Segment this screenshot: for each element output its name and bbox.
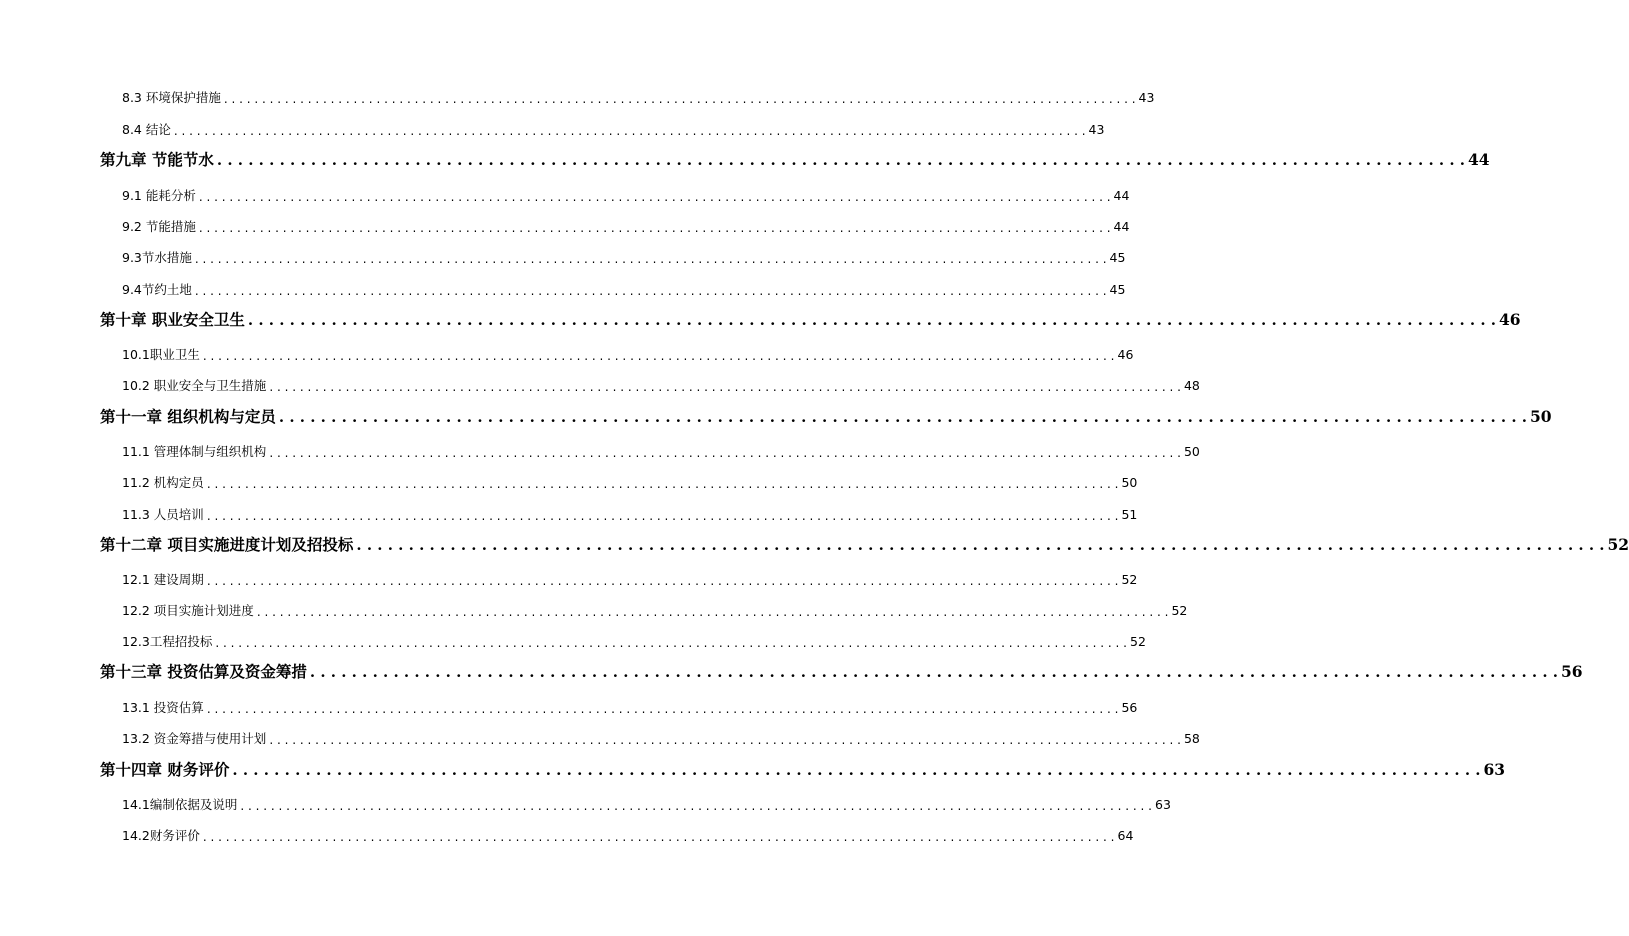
- toc-section-entry[interactable]: [122, 219, 1130, 235]
- toc-entry-title: 第十一章 组织机构与定员: [100, 407, 276, 426]
- toc-section-entry[interactable]: [122, 250, 1126, 266]
- toc-page-number: 51: [1121, 507, 1138, 522]
- toc-section-entry[interactable]: [122, 731, 1200, 747]
- toc-page-number: 52: [1607, 535, 1629, 554]
- toc-section-entry[interactable]: [122, 828, 1134, 844]
- toc-dot-leader: . . . . . . . . . . . . . . . . . . . . . . . . . . . . . . . . . . . . . . . . . . . . . . . . . . . . . . . . . . . . . . . . . . . . . . . . . . . . . . . . . . . . . . . . . . . . . . . . . . . . . . . . . . . . . . . . . . . . . . . .: [240, 798, 1152, 813]
- toc-entry-title: 11.2 机构定员: [122, 475, 204, 490]
- toc-dot-leader: . . . . . . . . . . . . . . . . . . . . . . . . . . . . . . . . . . . . . . . . . . . . . . . . . . . . . . . . . . . . . . . . . . . . . . . . . . . . . . . . . . . . . . . . . . . . . . . . . . . . . . . . . . . . . . . . . . . . . . . .: [194, 283, 1107, 298]
- toc-entry-title: 第十章 职业安全卫生: [100, 310, 245, 329]
- toc-page-number: 44: [1113, 219, 1130, 234]
- toc-entry-title: 第十二章 项目实施进度计划及招投标: [100, 535, 354, 554]
- toc-section-entry[interactable]: [122, 603, 1188, 619]
- toc-entry-title: 11.1 管理体制与组织机构: [122, 444, 267, 459]
- toc-entry-title: 9.2 节能措施: [122, 219, 196, 234]
- toc-section-entry[interactable]: [122, 122, 1105, 138]
- toc-entry-title: 11.3 人员培训: [122, 507, 204, 522]
- toc-section-entry[interactable]: [122, 347, 1134, 363]
- toc-dot-leader: . . . . . . . . . . . . . . . . . . . . . . . . . . . . . . . . . . . . . . . . . . . . . . . . . . . . . . . . . . . . . . . . . . . . . . . . . . . . . . . . . . . . . . . . . . . . . . . . . . . . . . . . . . . . . . . . . . . . . . . .: [356, 535, 1605, 554]
- toc-entry-title: 第十三章 投资估算及资金筹措: [100, 662, 307, 681]
- toc-page-number: 64: [1117, 828, 1134, 843]
- toc-dot-leader: . . . . . . . . . . . . . . . . . . . . . . . . . . . . . . . . . . . . . . . . . . . . . . . . . . . . . . . . . . . . . . . . . . . . . . . . . . . . . . . . . . . . . . . . . . . . . . . . . . . . . . . . . . . . . . . . . . . . . . . .: [215, 635, 1127, 650]
- toc-chapter-entry[interactable]: [100, 407, 1552, 426]
- toc-dot-leader: . . . . . . . . . . . . . . . . . . . . . . . . . . . . . . . . . . . . . . . . . . . . . . . . . . . . . . . . . . . . . . . . . . . . . . . . . . . . . . . . . . . . . . . . . . . . . . . . . . . . . . . . . . . . . . . . . . . . . . . .: [198, 189, 1111, 204]
- toc-page-number: 45: [1109, 282, 1126, 297]
- toc-section-entry[interactable]: [122, 507, 1138, 523]
- toc-page-number: 46: [1117, 347, 1134, 362]
- toc-dot-leader: . . . . . . . . . . . . . . . . . . . . . . . . . . . . . . . . . . . . . . . . . . . . . . . . . . . . . . . . . . . . . . . . . . . . . . . . . . . . . . . . . . . . . . . . . . . . . . . . . . . . . . . . . . . . . . . . . . . . . . . .: [202, 348, 1115, 363]
- toc-section-entry[interactable]: [122, 475, 1138, 491]
- toc-entry-title: 14.2财务评价: [122, 828, 200, 843]
- toc-entry-title: 9.3节水措施: [122, 250, 192, 265]
- toc-section-entry[interactable]: [122, 634, 1146, 650]
- toc-chapter-entry[interactable]: [100, 760, 1506, 779]
- toc-dot-leader: . . . . . . . . . . . . . . . . . . . . . . . . . . . . . . . . . . . . . . . . . . . . . . . . . . . . . . . . . . . . . . . . . . . . . . . . . . . . . . . . . . . . . . . . . . . . . . . . . . . . . . . . . . . . . . . . . . . . . . . .: [216, 150, 1466, 169]
- toc-entry-title: 9.4节约土地: [122, 282, 192, 297]
- toc-chapter-entry[interactable]: [100, 535, 1629, 554]
- toc-dot-leader: . . . . . . . . . . . . . . . . . . . . . . . . . . . . . . . . . . . . . . . . . . . . . . . . . . . . . . . . . . . . . . . . . . . . . . . . . . . . . . . . . . . . . . . . . . . . . . . . . . . . . . . . . . . . . . . . . . . . . . . .: [269, 732, 1181, 747]
- toc-section-entry[interactable]: [122, 797, 1171, 813]
- toc-page-number: 50: [1530, 407, 1552, 426]
- toc-chapter-entry[interactable]: [100, 662, 1583, 681]
- toc-dot-leader: . . . . . . . . . . . . . . . . . . . . . . . . . . . . . . . . . . . . . . . . . . . . . . . . . . . . . . . . . . . . . . . . . . . . . . . . . . . . . . . . . . . . . . . . . . . . . . . . . . . . . . . . . . . . . . . . . . . . . . . .: [206, 508, 1119, 523]
- toc-dot-leader: . . . . . . . . . . . . . . . . . . . . . . . . . . . . . . . . . . . . . . . . . . . . . . . . . . . . . . . . . . . . . . . . . . . . . . . . . . . . . . . . . . . . . . . . . . . . . . . . . . . . . . . . . . . . . . . . . . . . . . . .: [198, 220, 1111, 235]
- toc-chapter-entry[interactable]: [100, 310, 1521, 329]
- toc-dot-leader: . . . . . . . . . . . . . . . . . . . . . . . . . . . . . . . . . . . . . . . . . . . . . . . . . . . . . . . . . . . . . . . . . . . . . . . . . . . . . . . . . . . . . . . . . . . . . . . . . . . . . . . . . . . . . . . . . . . . . . . .: [256, 604, 1169, 619]
- toc-entry-title: 12.3工程招投标: [122, 634, 213, 649]
- toc-section-entry[interactable]: [122, 700, 1138, 716]
- toc-section-entry[interactable]: [122, 378, 1200, 394]
- toc-entry-title: 14.1编制依据及说明: [122, 797, 238, 812]
- toc-section-entry[interactable]: [122, 572, 1138, 588]
- toc-entry-title: 8.3 环境保护措施: [122, 90, 221, 105]
- toc-page-number: 63: [1155, 797, 1171, 812]
- toc-dot-leader: . . . . . . . . . . . . . . . . . . . . . . . . . . . . . . . . . . . . . . . . . . . . . . . . . . . . . . . . . . . . . . . . . . . . . . . . . . . . . . . . . . . . . . . . . . . . . . . . . . . . . . . . . . . . . . . . . . . . . . . .: [194, 251, 1107, 266]
- toc-page-number: 52: [1130, 634, 1146, 649]
- toc-page-number: 50: [1121, 475, 1138, 490]
- toc-dot-leader: . . . . . . . . . . . . . . . . . . . . . . . . . . . . . . . . . . . . . . . . . . . . . . . . . . . . . . . . . . . . . . . . . . . . . . . . . . . . . . . . . . . . . . . . . . . . . . . . . . . . . . . . . . . . . . . . . . . . . . . .: [223, 91, 1136, 106]
- toc-dot-leader: . . . . . . . . . . . . . . . . . . . . . . . . . . . . . . . . . . . . . . . . . . . . . . . . . . . . . . . . . . . . . . . . . . . . . . . . . . . . . . . . . . . . . . . . . . . . . . . . . . . . . . . . . . . . . . . . . . . . . . . .: [278, 407, 1528, 426]
- toc-chapter-entry[interactable]: [100, 150, 1490, 169]
- toc-page-number: 58: [1183, 731, 1200, 746]
- toc-page-number: 48: [1183, 378, 1200, 393]
- toc-section-entry[interactable]: [122, 444, 1200, 460]
- toc-entry-title: 10.1职业卫生: [122, 347, 200, 362]
- toc-dot-leader: . . . . . . . . . . . . . . . . . . . . . . . . . . . . . . . . . . . . . . . . . . . . . . . . . . . . . . . . . . . . . . . . . . . . . . . . . . . . . . . . . . . . . . . . . . . . . . . . . . . . . . . . . . . . . . . . . . . . . . . .: [309, 662, 1559, 681]
- toc-dot-leader: . . . . . . . . . . . . . . . . . . . . . . . . . . . . . . . . . . . . . . . . . . . . . . . . . . . . . . . . . . . . . . . . . . . . . . . . . . . . . . . . . . . . . . . . . . . . . . . . . . . . . . . . . . . . . . . . . . . . . . . .: [202, 829, 1115, 844]
- toc-page-number: 44: [1113, 188, 1130, 203]
- toc-page-number: 52: [1171, 603, 1188, 618]
- toc-section-entry[interactable]: [122, 90, 1155, 106]
- toc-dot-leader: . . . . . . . . . . . . . . . . . . . . . . . . . . . . . . . . . . . . . . . . . . . . . . . . . . . . . . . . . . . . . . . . . . . . . . . . . . . . . . . . . . . . . . . . . . . . . . . . . . . . . . . . . . . . . . . . . . . . . . . .: [206, 701, 1119, 716]
- toc-entry-title: 10.2 职业安全与卫生措施: [122, 378, 267, 393]
- toc-section-entry[interactable]: [122, 282, 1126, 298]
- toc-dot-leader: . . . . . . . . . . . . . . . . . . . . . . . . . . . . . . . . . . . . . . . . . . . . . . . . . . . . . . . . . . . . . . . . . . . . . . . . . . . . . . . . . . . . . . . . . . . . . . . . . . . . . . . . . . . . . . . . . . . . . . . .: [206, 573, 1119, 588]
- toc-dot-leader: . . . . . . . . . . . . . . . . . . . . . . . . . . . . . . . . . . . . . . . . . . . . . . . . . . . . . . . . . . . . . . . . . . . . . . . . . . . . . . . . . . . . . . . . . . . . . . . . . . . . . . . . . . . . . . . . . . . . . . . .: [206, 476, 1119, 491]
- toc-entry-title: 9.1 能耗分析: [122, 188, 196, 203]
- toc-entry-title: 12.1 建设周期: [122, 572, 204, 587]
- toc-dot-leader: . . . . . . . . . . . . . . . . . . . . . . . . . . . . . . . . . . . . . . . . . . . . . . . . . . . . . . . . . . . . . . . . . . . . . . . . . . . . . . . . . . . . . . . . . . . . . . . . . . . . . . . . . . . . . . . . . . . . . . . .: [232, 760, 1481, 779]
- toc-page-number: 45: [1109, 250, 1126, 265]
- toc-page-number: 46: [1499, 310, 1521, 329]
- toc-page-number: 52: [1121, 572, 1138, 587]
- toc-page-number: 50: [1183, 444, 1200, 459]
- toc-page-number: 56: [1121, 700, 1138, 715]
- toc-entry-title: 第十四章 财务评价: [100, 760, 230, 779]
- toc-dot-leader: . . . . . . . . . . . . . . . . . . . . . . . . . . . . . . . . . . . . . . . . . . . . . . . . . . . . . . . . . . . . . . . . . . . . . . . . . . . . . . . . . . . . . . . . . . . . . . . . . . . . . . . . . . . . . . . . . . . . . . . .: [269, 379, 1181, 394]
- toc-entry-title: 13.1 投资估算: [122, 700, 204, 715]
- toc-dot-leader: . . . . . . . . . . . . . . . . . . . . . . . . . . . . . . . . . . . . . . . . . . . . . . . . . . . . . . . . . . . . . . . . . . . . . . . . . . . . . . . . . . . . . . . . . . . . . . . . . . . . . . . . . . . . . . . . . . . . . . . .: [269, 445, 1181, 460]
- toc-dot-leader: . . . . . . . . . . . . . . . . . . . . . . . . . . . . . . . . . . . . . . . . . . . . . . . . . . . . . . . . . . . . . . . . . . . . . . . . . . . . . . . . . . . . . . . . . . . . . . . . . . . . . . . . . . . . . . . . . . . . . . . .: [247, 310, 1497, 329]
- toc-entry-title: 13.2 资金筹措与使用计划: [122, 731, 267, 746]
- toc-page-number: 63: [1483, 760, 1506, 779]
- toc-entry-title: 第九章 节能节水: [100, 150, 214, 169]
- toc-page-number: 56: [1561, 662, 1583, 681]
- toc-entry-title: 12.2 项目实施计划进度: [122, 603, 254, 618]
- toc-dot-leader: . . . . . . . . . . . . . . . . . . . . . . . . . . . . . . . . . . . . . . . . . . . . . . . . . . . . . . . . . . . . . . . . . . . . . . . . . . . . . . . . . . . . . . . . . . . . . . . . . . . . . . . . . . . . . . . . . . . . . . . .: [173, 123, 1086, 138]
- toc-entry-title: 8.4 结论: [122, 122, 171, 137]
- toc-page-number: 44: [1468, 150, 1490, 169]
- toc-page-number: 43: [1088, 122, 1105, 137]
- toc-section-entry[interactable]: [122, 188, 1130, 204]
- toc-page-number: 43: [1138, 90, 1155, 105]
